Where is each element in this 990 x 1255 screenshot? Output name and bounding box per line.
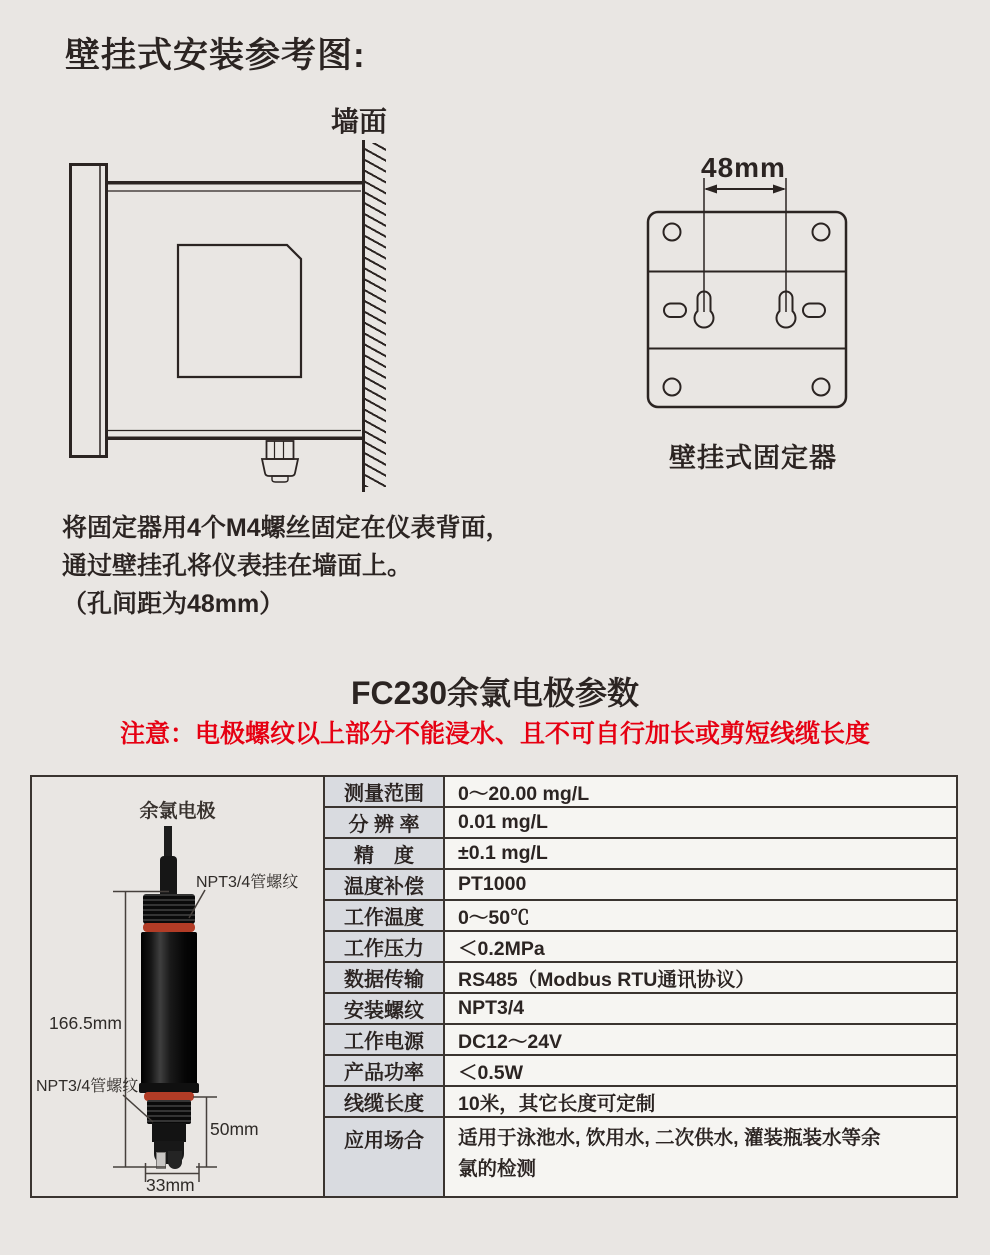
mount-bracket-side-view [178,245,301,377]
row-label: 温度补偿 [325,870,445,899]
instruction-line: 通过壁挂孔将仪表挂在墙面上。 [62,552,413,580]
leader-line-top-thread [189,890,205,918]
params-section-title: FC230余氯电极参数 [350,675,640,711]
instruction-line: （孔间距为48mm） [62,590,285,618]
table-row [325,1025,956,1056]
table-row [325,1087,956,1118]
table-row [325,932,956,963]
table-row [325,777,956,808]
row-value: ＜0.5W [445,1056,956,1085]
wall-label: 墙面 [331,106,388,137]
electrode-caption: 余氯电极 [139,801,216,822]
bracket-front-view [648,178,846,407]
side-slot [664,304,686,318]
row-value: 0～50℃ [445,901,956,930]
row-value-text: 适用于泳池水, 饮用水, 二次供水, 灌装瓶装水等余氯的检测 [458,1127,881,1180]
row-label: 工作压力 [325,932,445,961]
spec-rows [325,777,956,1196]
row-label: 测量范围 [325,777,445,806]
row-label: 数据传输 [325,963,445,992]
install-section-title: 壁挂式安装参考图: [65,36,366,75]
dimension-lines [32,777,323,1196]
warning-note: 注意：电极螺纹以上部分不能浸水、且不可自行加长或剪短线缆长度 [119,720,870,748]
screw-hole [664,379,681,396]
table-row [325,839,956,870]
row-label: 分 辨 率 [325,808,445,837]
meter-body-fill [107,184,363,437]
row-value: NPT3/4 [445,994,956,1023]
row-value: 0～20.00 mg/L [445,777,956,806]
side-slot [803,304,825,318]
installation-diagram [0,0,990,520]
table-row [325,1056,956,1087]
bracket-caption: 壁挂式固定器 [669,443,837,473]
wall-hatching [365,143,386,487]
table-row [325,994,956,1025]
leader-line-bottom-thread [123,1095,153,1122]
spacing-dimension [704,178,786,312]
cable-gland [262,441,298,482]
table-row [325,870,956,901]
row-label: 工作电源 [325,1025,445,1054]
hole-spacing-label: 48mm [701,152,786,183]
length-dimension: 166.5mm [49,1013,122,1033]
meter-side-view [71,140,364,492]
row-value: 10米，其它长度可定制 [445,1087,956,1116]
row-label: 精 度 [325,839,445,868]
screw-hole [813,224,830,241]
spec-table [30,775,958,1198]
row-value: 0.01 mg/L [445,808,956,837]
installation-instructions [62,509,511,623]
row-label: 产品功率 [325,1056,445,1085]
table-row [325,808,956,839]
bottom-thread-label: NPT3/4管螺纹 [36,1078,139,1095]
row-value: PT1000 [445,870,956,899]
meter-front-panel [71,165,107,457]
row-value: ±0.1 mg/L [445,839,956,868]
table-row [325,901,956,932]
row-label: 线缆长度 [325,1087,445,1116]
row-label: 安装螺纹 [325,994,445,1023]
instruction-line: 将固定器用4个M4螺丝固定在仪表背面， [62,514,511,542]
row-value: ＜0.2MPa [445,932,956,961]
tip-dimension: 50mm [210,1119,259,1139]
row-label: 工作温度 [325,901,445,930]
electrode-illustration-cell [32,777,325,1196]
width-dimension: 33mm [146,1175,195,1195]
table-row [325,963,956,994]
screw-hole [813,379,830,396]
bracket-plate [648,212,846,407]
row-value: DC12～24V [445,1025,956,1054]
row-label: 应用场合 [325,1118,445,1196]
row-value [445,1118,956,1196]
row-value: RS485（Modbus RTU通讯协议） [445,963,956,992]
screw-hole [664,224,681,241]
table-row [325,1118,956,1196]
top-thread-label: NPT3/4管螺纹 [196,874,299,891]
